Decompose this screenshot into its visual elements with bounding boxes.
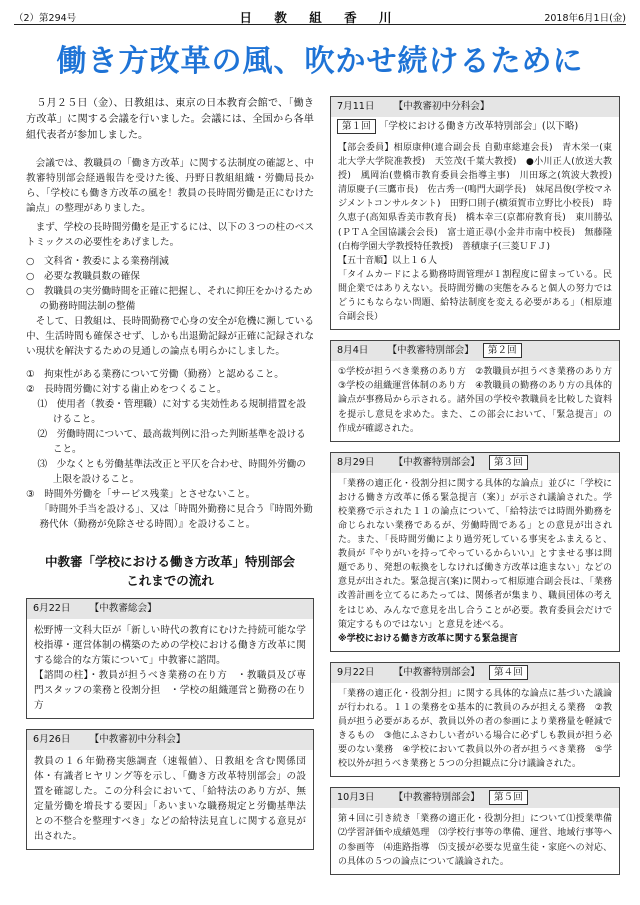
timeline-date: 8月4日: [337, 345, 369, 357]
left-column: [26, 96, 314, 860]
timeline-tag: 【中教審特別部会】: [387, 345, 474, 357]
timeline-tag: 【中教審特別部会】: [393, 792, 480, 804]
timeline-box-header: [331, 97, 619, 117]
timeline-text: 【諮問の柱】・教員が担うべき業務の在り方 ・教職員及び専門スタッフの業務と役割分担 ・学校の組織運営と勤務の在り方: [34, 670, 306, 711]
body-paragraph-1: 会議では、教職員の「働き方改革」に関する法制度の確認と、中教審特別部会経過報告を受けた後、丹野日教組組織・労働局長から、「学校にも働き方改革の風を！教員の長時間労働是正にむけた論点」の整理がありました。: [26, 158, 314, 214]
timeline-date: 9月22日: [337, 666, 375, 678]
pillar-list: [26, 254, 314, 314]
point-list-3: [26, 487, 314, 532]
timeline-date: 6月26日: [33, 734, 71, 745]
timeline-box-header: [331, 663, 619, 683]
issue-number: （2）第294号: [14, 13, 77, 24]
pillar-item: ○ 教職員の実労働時間を正確に把握し、それに抑圧をかけるための勤務時間法制の整備: [26, 286, 313, 312]
timeline-text: 松野博一文科大臣が「新しい時代の教育にむけた持続可能な学校指導・運営体制の構築のための学校における働き方改革に関する総合的な方策について」中教審に諮問。: [34, 625, 306, 666]
timeline-box-body: 「業務の適正化・役割分担」に関する具体的な論点に基づいた議論が行われる。１１の業務を①基本的に教員のみが担える業務 ②教員が担う必要があるが、教員以外の者の参画により業務量を軽減できるもの ③他にふさわしい者がいる場合に必ずしも教員が担う必要のない業務 ④学校において教員以外の者が担うべき業務 ⑤学校以外が担うべき業務と５つの分担観点に分け議論された。: [338, 688, 612, 770]
timeline-text: 「業務の適正化・役割分担に関する具体的な論点」並びに「学校における働き方改革に係る緊急提言（案）」が示され議論された。学校業務で示された１１の論点について、「給特法では時間外勤務を命じられない業務であるが、労働時間である」との意見が出された。また、「長時間労働により過労死している事実をふまえると、教員が『やりがいを持ってやっているからいい』とすませる事は問題であり、発想の転換をしなければ働き方改革は進まない」などの意見が出された。緊急提言(案)に関わって相原連合副会長は、「業務改善計画を立てるにあたっては、関係者が集まり、職員団体の考えをはじめ、みんなで意見を出し合うことが必要。教育委員会だけで策定するものではない」と意見を述べる。: [338, 478, 612, 630]
subpoint-item: ⑴ 使用者（教委・管理職）に対する実効性ある規制措置を設けること。: [37, 399, 307, 425]
right-column: [330, 96, 620, 885]
session-name: 「学校における働き方改革特別部会」(以下略): [378, 121, 579, 132]
subpoint-item: ⑵ 労働時間について、最高裁判例に沿った判断基準を設けること。: [37, 429, 306, 455]
timeline-box-header: [27, 599, 313, 619]
timeline-box-body: 教員の１６年勤務実態調査（速報値）、日教組を含む関係団体・有識者ヒヤリング等を示し、「働き方改革特別部会」の設置を確認した。この分科会において、「給特法のあり方が、無定量労働を増長する要因」「あいまいな職務規定と労働基準法との不整合を整理すべき」などの給特法見直しに関する意見が出された。: [34, 756, 306, 842]
timeline-date: 10月3日: [337, 792, 375, 804]
section-title-line-2: これまでの流れ: [126, 573, 214, 588]
timeline-box-header: [331, 341, 619, 361]
issue-date: 2018年6月1日(金): [544, 13, 626, 24]
timeline-date: 7月11日: [337, 101, 375, 112]
subpoint-list: [26, 397, 314, 487]
pillar-item: ○ 文科省・教委による業務削減: [26, 256, 169, 267]
pillar-item: ○ 必要な教職員数の確保: [26, 271, 140, 282]
timeline-section-title: [26, 552, 314, 590]
timeline-date: 8月29日: [337, 456, 375, 468]
body-paragraph-2: まず、学校の長時間労働を是正するには、以下の３つの柱のベストミックスの必要性をあげました。: [26, 222, 314, 248]
session-number-badge: 第２回: [483, 343, 522, 358]
committee-count: 【五十音順】以上１６人: [338, 255, 438, 266]
session-number-badge: 第３回: [489, 455, 528, 470]
lead-paragraph: ５月２５日（金）、日教組は、東京の日本教育会館で、「働き方改革」に関する会議を行いました。会議には、全国から各単組代表者が参加しました。: [26, 98, 314, 141]
timeline-box-header: [331, 453, 619, 473]
timeline-box: [330, 662, 620, 778]
point-item: ① 拘束性がある業務について労働（勤務）と認めること。: [26, 369, 284, 380]
timeline-box: [330, 787, 620, 874]
timeline-tag: 【中教審総会】: [89, 603, 157, 614]
section-title-line-1: 中教審「学校における働き方改革」特別部会: [44, 554, 295, 569]
committee-members: 【部会委員】相原康伸(連合副会長 自動車総連会長) 青木栄一(東北大学大学院准教授) 天笠茂(千葉大教授) ●小川正人(放送大教授) 風岡治(豊橋市教育委員会指導主事) 川田琢之(筑波大教授) 清原慶子(三鷹市長) 佐古秀一(鳴門大副学長) 妹尾昌俊(学校マネジメントコンサルタント) 田野口則子(横須賀市立野比小校長) 時久恵子(高知県香美市教育長) 橋本幸三(京都府教育長) 東川勝弘(ＰＴＡ全国協議会会長) 富士道正尋(小金井市南中校長) 無藤隆(白梅学園大学教授特任教授) 善積康子(三菱ＵＦＪ): [338, 143, 622, 252]
point-item: ③ 時間外労働を「サービス残業」とさせないこと。: [26, 489, 256, 500]
session-number-badge: 第５回: [489, 790, 528, 805]
emergency-proposal-note: ※学校における働き方改革に関する緊急提言: [338, 633, 518, 644]
timeline-date: 6月22日: [33, 603, 71, 614]
timeline-box: [26, 729, 314, 850]
timeline-box: [26, 598, 314, 719]
timeline-quote: 「タイムカードによる勤務時間管理が１割程度に留まっている。民間企業ではありえない。長時間労働の実態をみると個人の努力ではどうにもならない問題、給特法制度を変える必要がある」（相原連合副会長）: [338, 269, 612, 323]
session-number-badge: 第４回: [489, 665, 528, 680]
point-item-detail: 「時間外手当を設ける」、又は「時間外勤務に見合う『時間外勤務代休（勤務が免除させる時間）』を設けること。: [39, 504, 313, 530]
page-header: [14, 8, 626, 25]
session-number-badge: 第１回: [337, 119, 376, 134]
timeline-tag: 【中教審特別部会】: [393, 666, 480, 678]
paper-name: 日 教 組 香 川: [239, 10, 401, 25]
point-list: [26, 367, 314, 397]
timeline-box-body: [331, 137, 622, 329]
subpoint-item: ⑶ 少なくとも労働基準法改正と平仄を合わせ、時間外労働の上限を設けること。: [37, 459, 306, 485]
timeline-tag: 【中教審初中分科会】: [89, 734, 186, 745]
timeline-box-body: [331, 473, 619, 651]
timeline-box-body: [27, 619, 313, 718]
timeline-box-subheader: [331, 117, 619, 137]
timeline-box-header: [27, 730, 313, 750]
timeline-box-body: 第４回に引き続き「業務の適正化・役割分担」について⑴授業準備 ⑵学習評価や成績処理 ⑶学校行事等の準備、運営、地域行事等への参画等 ⑷進路指導 ⑸支援が必要な児童生徒・家庭への対応、の具体の５つの論点について議論された。: [338, 814, 622, 867]
point-item: ② 長時間労働に対する歯止めをつくること。: [26, 384, 227, 395]
timeline-tag: 【中教審特別部会】: [393, 456, 480, 468]
timeline-box: [330, 96, 620, 330]
headline: 働き方改革の風、吹かせ続けるために: [56, 44, 584, 79]
timeline-box-body: ①学校が担うべき業務のあり方 ②教職員が担うべき業務のあり方 ③学校の組織運営体制のあり方 ④教職員の勤務のあり方の具体的論点が事務局から示される。諸外国の学校や教職員を比較した資料を提示し意見を求めた。また、この部会において、「緊急提言」の作成が確認された。: [338, 367, 622, 434]
timeline-box: [330, 452, 620, 652]
timeline-tag: 【中教審初中分科会】: [393, 101, 490, 112]
body-paragraph-3: そして、日教組は、長時間勤務で心身の安全が危機に瀕している中、生活時間も確保させず、しかも出退勤記録が正確に記録されない現状を解決するための見通しの論点も明らかにしました。: [26, 316, 314, 357]
timeline-box: [330, 340, 620, 441]
timeline-box-header: [331, 788, 619, 808]
